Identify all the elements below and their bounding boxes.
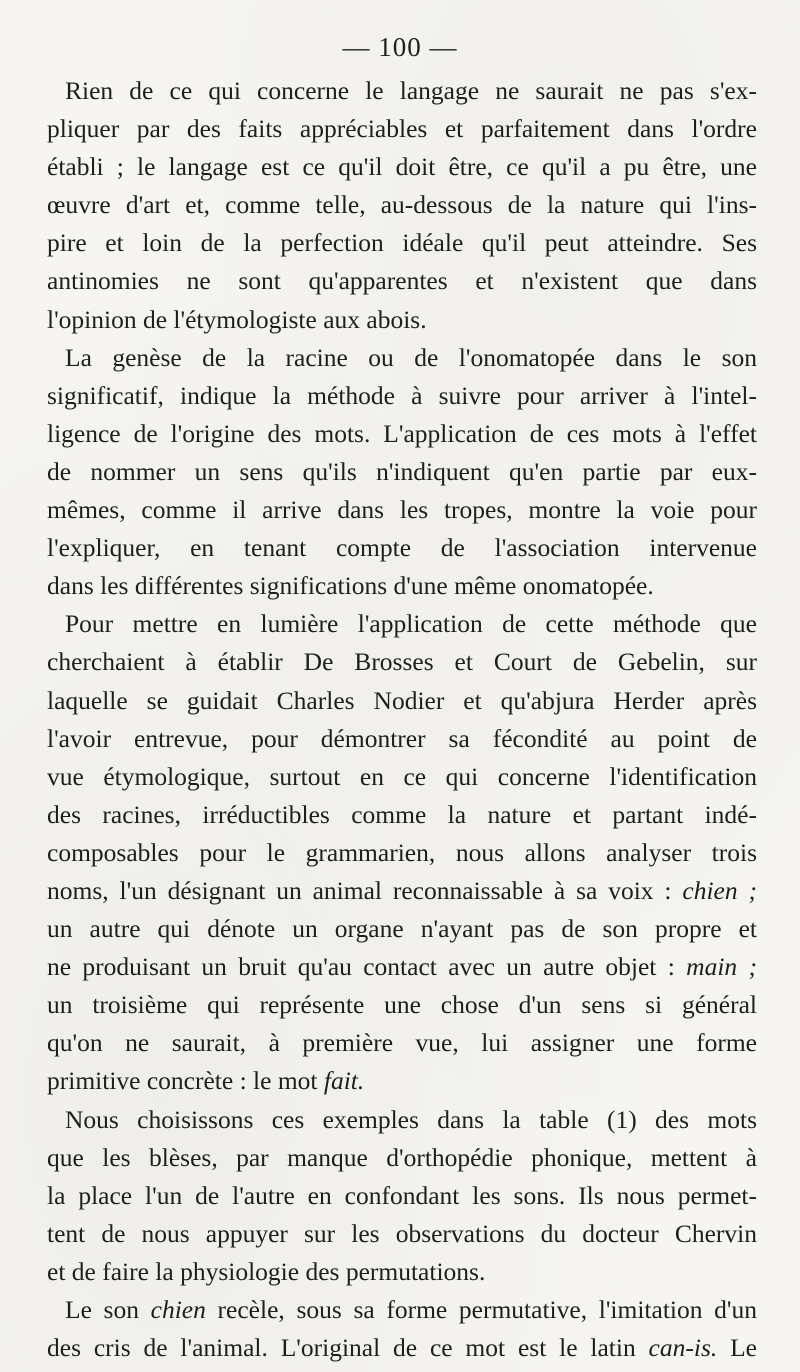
text-line: mêmes, comme il arrive dans les tropes, montre la voie pour bbox=[47, 495, 757, 525]
italic-word: main ; bbox=[686, 952, 757, 982]
text-line: noms, l'un désignant un animal reconnaissable à sa voix : chien ; bbox=[47, 875, 757, 905]
italic-word: chien ; bbox=[682, 875, 757, 905]
text-line: La genèse de la racine ou de l'onomatopée dans le son bbox=[65, 342, 757, 372]
italic-word: chien bbox=[150, 1295, 206, 1324]
text-line: l'avoir entrevue, pour démontrer sa fécondité au point de bbox=[47, 723, 757, 753]
text-line: et de faire la physiologie des permutations. bbox=[47, 1256, 486, 1286]
text-line: la place l'un de l'autre en confondant les sons. Ils nous permet- bbox=[47, 1180, 757, 1210]
text-line: Le son chien recèle, sous sa forme permutative, l'imitation d'un bbox=[65, 1295, 757, 1324]
text-line: un autre qui dénote un organe n'ayant pas de son propre et bbox=[47, 914, 757, 944]
text-line: des racines, irréductibles comme la nature et partant indé- bbox=[47, 799, 757, 829]
italic-word: fait. bbox=[323, 1066, 365, 1096]
text-line: l'opinion de l'étymologiste aux abois. bbox=[47, 304, 427, 334]
text-line: primitive concrète : le mot fait. bbox=[47, 1066, 365, 1096]
text-line: que les blèses, par manque d'orthopédie phonique, mettent à bbox=[47, 1142, 757, 1172]
text-line: l'expliquer, en tenant compte de l'association intervenue bbox=[47, 533, 757, 563]
text-line: établi ; le langage est ce qu'il doit être, ce qu'il a pu être, une bbox=[47, 152, 757, 182]
text-line: Pour mettre en lumière l'application de cette méthode que bbox=[65, 609, 757, 639]
text-line: pliquer par des faits appréciables et parfaitement dans l'ordre bbox=[47, 114, 757, 144]
text-line: Rien de ce qui concerne le langage ne saurait ne pas s'ex- bbox=[65, 76, 757, 105]
text-line: Nous choisissons ces exemples dans la table (1) des mots bbox=[65, 1104, 757, 1134]
text-line: pire et loin de la perfection idéale qu'il peut atteindre. Ses bbox=[47, 228, 757, 258]
text-line: œuvre d'art et, comme telle, au-dessous de la nature qui l'ins- bbox=[47, 190, 757, 220]
text-line: cherchaient à établir De Brosses et Court de Gebelin, sur bbox=[47, 647, 757, 677]
text-line: tent de nous appuyer sur les observations du docteur Chervin bbox=[47, 1218, 757, 1248]
text-line: des cris de l'animal. L'original de ce mot est le latin can-is. Le bbox=[47, 1333, 757, 1363]
body-text bbox=[47, 72, 757, 1367]
text-line: antinomies ne sont qu'apparentes et n'existent que dans bbox=[47, 266, 757, 296]
page-number: — 100 — bbox=[342, 32, 458, 62]
text-line: laquelle se guidait Charles Nodier et qu'abjura Herder après bbox=[47, 685, 757, 715]
italic-word: can-is. bbox=[648, 1333, 718, 1363]
text-line: ligence de l'origine des mots. L'application de ces mots à l'effet bbox=[47, 418, 757, 448]
text-line: dans les différentes significations d'une même onomatopée. bbox=[47, 571, 654, 601]
text-line: significatif, indique la méthode à suivre pour arriver à l'intel- bbox=[47, 380, 757, 410]
text-line: composables pour le grammarien, nous allons analyser trois bbox=[47, 837, 757, 867]
text-line: vue étymologique, surtout en ce qui concerne l'identification bbox=[47, 761, 757, 791]
text-line: qu'on ne saurait, à première vue, lui assigner une forme bbox=[47, 1028, 757, 1058]
text-line: ne produisant un bruit qu'au contact avec un autre objet : main ; bbox=[47, 952, 757, 982]
text-line: un troisième qui représente une chose d'un sens si général bbox=[47, 990, 757, 1020]
text-line: de nommer un sens qu'ils n'indiquent qu'en partie par eux- bbox=[47, 456, 757, 486]
